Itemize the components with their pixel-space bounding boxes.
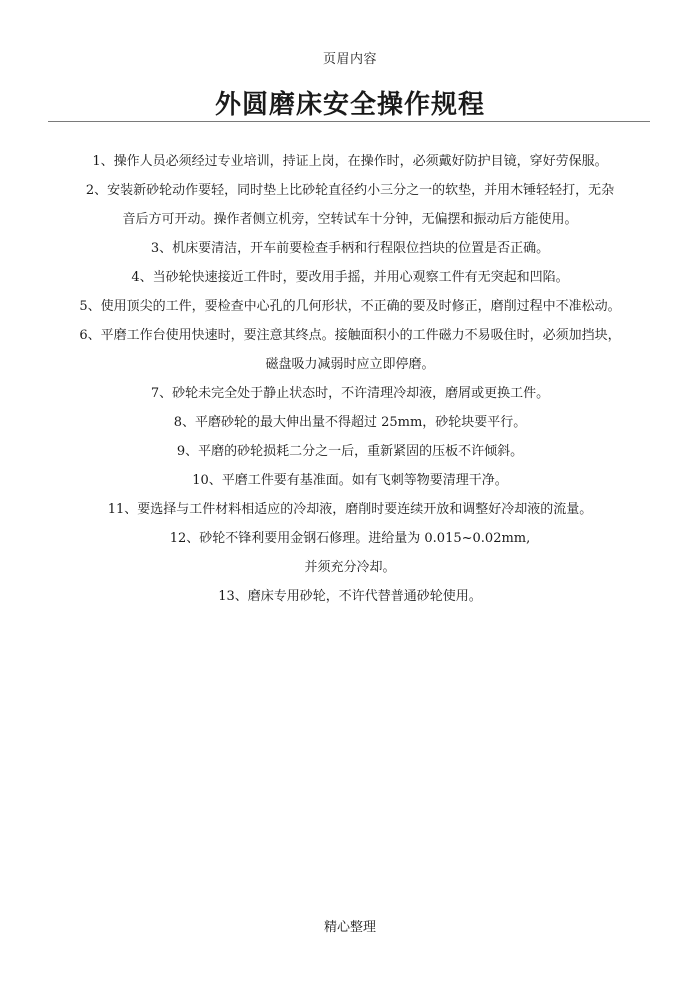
rule-item — [40, 524, 660, 582]
rule-line: 11、要选择与工件材料相适应的冷却液，磨削时要连续开放和调整好冷却液的流量。 — [107, 502, 593, 517]
rule-item — [40, 176, 660, 234]
rule-item — [40, 321, 660, 379]
rule-line: 12、砂轮不锋利要用金钢石修理。进给量为 0.015~0.02mm, — [169, 531, 531, 546]
rule-item — [40, 466, 660, 495]
rule-item — [40, 263, 660, 292]
rule-line: 磁盘吸力减弱时应立即停磨。 — [265, 357, 435, 372]
rules-list — [40, 147, 660, 611]
rule-item — [40, 147, 660, 176]
rule-item — [40, 582, 660, 611]
rule-line: 5、使用顶尖的工件，要检查中心孔的几何形状，不正确的要及时修正，磨削过程中不准松动。 — [79, 299, 621, 314]
rule-line: 并须充分冷却。 — [304, 560, 396, 575]
rule-line: 10、平磨工件要有基准面。如有飞刺等物要清理干净。 — [192, 473, 508, 488]
rule-line: 2、安装新砂轮动作要轻，同时垫上比砂轮直径约小三分之一的软垫，并用木锤轻轻打，无杂 — [85, 183, 615, 198]
rule-line: 音后方可开动。操作者侧立机旁，空转试车十分钟，无偏摆和振动后方能使用。 — [122, 212, 578, 227]
page-title: 外圆磨床安全操作规程 — [214, 90, 485, 120]
page-header: 页眉内容 — [322, 52, 377, 67]
rule-item — [40, 292, 660, 321]
rule-line: 13、磨床专用砂轮，不许代替普通砂轮使用。 — [218, 589, 482, 604]
rule-line: 1、操作人员必须经过专业培训，持证上岗，在操作时，必须戴好防护目镜，穿好劳保服。 — [92, 154, 608, 169]
rule-item — [40, 437, 660, 466]
rule-line: 4、当砂轮快速接近工件时，要改用手摇，并用心观察工件有无突起和凹陷。 — [131, 270, 569, 285]
rule-line: 8、平磨砂轮的最大伸出量不得超过 25mm，砂轮块要平行。 — [173, 415, 527, 430]
rule-line: 6、平磨工作台使用快速时，要注意其终点。接触面积小的工件磁力不易吸住时，必须加挡块， — [79, 328, 621, 343]
page-footer: 精心整理 — [323, 920, 376, 935]
title-divider — [48, 121, 650, 122]
rule-item — [40, 234, 660, 263]
rule-item — [40, 495, 660, 524]
rule-item — [40, 408, 660, 437]
rule-line: 7、砂轮未完全处于静止状态时，不许清理冷却液，磨屑或更换工件。 — [150, 386, 550, 401]
rule-item — [40, 379, 660, 408]
rule-line: 9、平磨的砂轮损耗二分之一后，重新紧固的压板不许倾斜。 — [176, 444, 524, 459]
rule-line: 3、机床要清洁，开车前要检查手柄和行程限位挡块的位置是否正确。 — [150, 241, 550, 256]
